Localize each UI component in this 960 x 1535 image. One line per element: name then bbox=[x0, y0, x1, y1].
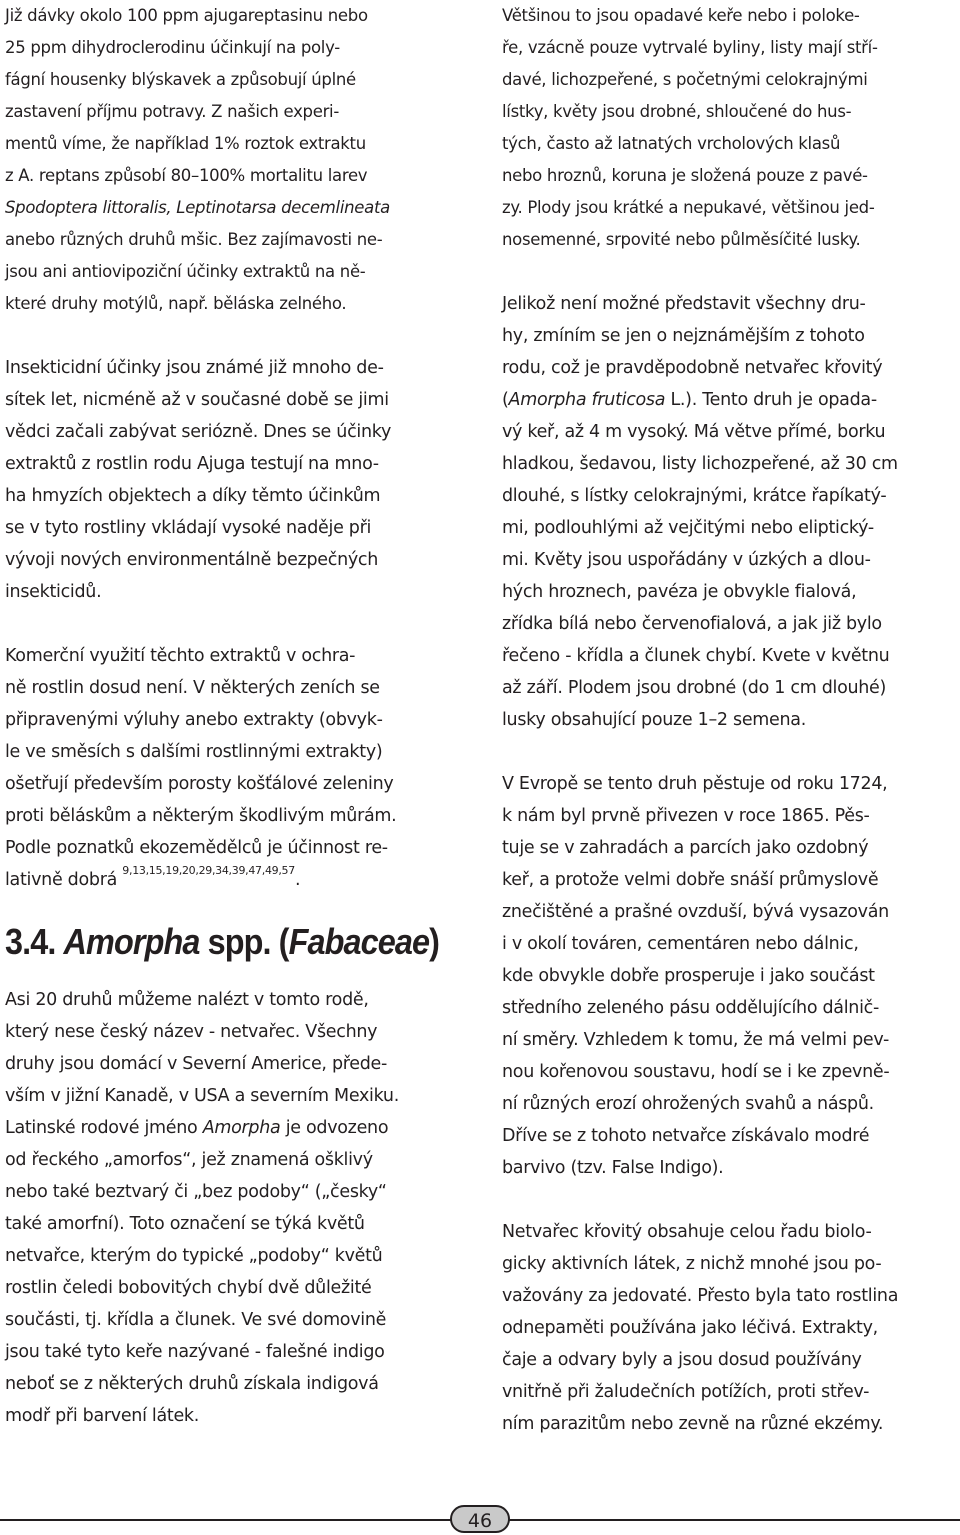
text-line: modř při barvení látek. bbox=[5, 1406, 200, 1426]
text-line: připravenými výluhy anebo extrakty (obvyk- bbox=[5, 710, 383, 730]
page-footer bbox=[0, 1502, 960, 1534]
text-line-with-species bbox=[502, 384, 954, 416]
text-line: lístky, květy jsou drobné, shloučené do hus- bbox=[502, 102, 852, 121]
text-line: le ve směsích s dalšími rostlinnými extrakty) bbox=[5, 742, 383, 762]
text-line: odnepaměti používána jako léčivá. Extrakty, bbox=[502, 1318, 878, 1338]
text-line: sítek let, nicméně až v současné době se jimi bbox=[5, 390, 389, 410]
right-column bbox=[502, 0, 954, 1440]
text-line: Podle poznatků ekozemědělců je účinnost re- bbox=[5, 838, 388, 858]
text-line: k nám byl prvně přivezen v roce 1865. Pěs- bbox=[502, 806, 870, 826]
left-paragraph-3 bbox=[5, 640, 458, 896]
text-line-with-references bbox=[5, 864, 458, 896]
text-line: vnitřně při žaludečních potížích, proti střev- bbox=[502, 1382, 870, 1402]
text-line: anebo různých druhů mšic. Bez zajímavosti ne- bbox=[5, 230, 383, 249]
text-line: Insekticidní účinky jsou známé již mnoho de- bbox=[5, 358, 384, 378]
left-paragraph-4 bbox=[5, 984, 458, 1432]
text-line: ně rostlin dosud není. V některých zeních se bbox=[5, 678, 380, 698]
text-line: davé, lichozpeřené, s početnými celokrajnými bbox=[502, 70, 868, 89]
text-line: hy, zmíním se jen o nejznámějším z tohoto bbox=[502, 326, 865, 346]
text-fragment: . bbox=[294, 870, 301, 890]
text-line: ní směry. Vzhledem k tomu, že má velmi pev- bbox=[502, 1030, 890, 1050]
text-line: součásti, tj. křídla a člunek. Ve své domovině bbox=[5, 1310, 387, 1330]
text-line: proti běláskům a některým škodlivým můrám. bbox=[5, 806, 397, 826]
text-line: znečištěné a prašné ovzduší, bývá vysazován bbox=[502, 902, 889, 922]
text-line: nosemenné, srpovité nebo půlměsíčité lusky. bbox=[502, 230, 861, 249]
text-line: tých, často až latnatých vrcholových klasů bbox=[502, 134, 841, 153]
text-line: hladkou, šedavou, listy lichozpeřené, až 30 cm bbox=[502, 454, 898, 474]
heading-spp: spp. ( bbox=[199, 921, 289, 962]
heading-family: Fabaceae bbox=[288, 921, 430, 962]
text-line: Komerční využití těchto extraktů v ochra- bbox=[5, 646, 356, 666]
text-line: lusky obsahující pouze 1–2 semena. bbox=[502, 710, 806, 730]
left-paragraph-2 bbox=[5, 352, 458, 608]
reference-superscript: 9,13,15,19,20,29,34,39,47,49,57 bbox=[122, 864, 295, 877]
text-line: extraktů z rostlin rodu Ajuga testují na mno- bbox=[5, 454, 379, 474]
section-heading bbox=[5, 918, 439, 966]
text-line: jsou ani antiovipoziční účinky extraktů na ně- bbox=[5, 262, 366, 281]
text-line: z A. reptans způsobí 80–100% mortalitu larev bbox=[5, 166, 368, 185]
latin-genus: Amorpha bbox=[202, 1118, 281, 1138]
text-line: Již dávky okolo 100 ppm ajugareptasinu nebo bbox=[5, 6, 368, 25]
text-line: kde obvykle dobře prosperuje i jako součást bbox=[502, 966, 875, 986]
text-line: nou kořenovou soustavu, hodí se i ke zpevně- bbox=[502, 1062, 890, 1082]
text-line: gicky aktivních látek, z nichž mnohé jsou po- bbox=[502, 1254, 882, 1274]
text-line: keř, a protože velmi dobře snáší průmyslově bbox=[502, 870, 879, 890]
text-line: druhy jsou domácí v Severní Americe, přede- bbox=[5, 1054, 388, 1074]
text-line: nebo hroznů, koruna je složená pouze z pavé- bbox=[502, 166, 868, 185]
text-line: až září. Plodem jsou drobné (do 1 cm dlouhé) bbox=[502, 678, 887, 698]
text-line: ním parazitům nebo zevně na různé ekzémy. bbox=[502, 1414, 884, 1434]
text-line: ha hmyzích objektech a díky těmto účinkům bbox=[5, 486, 381, 506]
text-line: hých hroznech, pavéza je obvykle fialová, bbox=[502, 582, 857, 602]
text-line-with-latin bbox=[5, 1112, 458, 1144]
text-line: vším v jižní Kanadě, v USA a severním Mexiku. bbox=[5, 1086, 399, 1106]
text-line: neboť se z některých druhů získala indigová bbox=[5, 1374, 379, 1394]
heading-number: 3.4. bbox=[5, 921, 64, 962]
text-line: vý keř, až 4 m vysoký. Má větve přímé, borku bbox=[502, 422, 886, 442]
text-line: zřídka bílá nebo červenofialová, a jak již bylo bbox=[502, 614, 882, 634]
text-line: važovány za jedovaté. Přesto byla tato rostlina bbox=[502, 1286, 899, 1306]
text-line: Asi 20 druhů můžeme nalézt v tomto rodě, bbox=[5, 990, 369, 1010]
text-line: rodu, což je pravděpodobně netvařec křovitý bbox=[502, 358, 883, 378]
text-line: zy. Plody jsou krátké a nepukavé, většinou jed- bbox=[502, 198, 875, 217]
text-line: Většinou to jsou opadavé keře nebo i poloke- bbox=[502, 6, 860, 25]
text-line: vývoji nových environmentálně bezpečných bbox=[5, 550, 379, 570]
text-line: V Evropě se tento druh pěstuje od roku 1724, bbox=[502, 774, 888, 794]
right-paragraph-3 bbox=[502, 768, 954, 1184]
right-paragraph-4 bbox=[502, 1216, 954, 1440]
text-line: také amorfní). Toto označení se týká květů bbox=[5, 1214, 365, 1234]
text-line: netvařce, kterým do typické „podoby“ květů bbox=[5, 1246, 383, 1266]
text-line: barvivo (tzv. False Indigo). bbox=[502, 1158, 724, 1178]
page-number: 46 bbox=[450, 1505, 510, 1533]
text-line: Netvařec křovitý obsahuje celou řadu biolo- bbox=[502, 1222, 872, 1242]
text-line: vědci začali zabývat seriózně. Dnes se účinky bbox=[5, 422, 392, 442]
text-line: mi. Květy jsou uspořádány v úzkých a dlou- bbox=[502, 550, 871, 570]
left-paragraph-1 bbox=[5, 0, 458, 320]
species-names-line: Spodoptera littoralis, Leptinotarsa decemlineata bbox=[5, 198, 390, 217]
text-line: řečeno - křídla a člunek chybí. Kvete v květnu bbox=[502, 646, 890, 666]
text-line: mi, podlouhlými až vejčitými nebo eliptický- bbox=[502, 518, 874, 538]
text-line: mentů víme, že například 1% roztok extraktu bbox=[5, 134, 366, 153]
text-line: rostlin čeledi bobovitých chybí dvě důležité bbox=[5, 1278, 372, 1298]
text-line: které druhy motýlů, např. běláska zelného. bbox=[5, 294, 347, 313]
heading-close: ) bbox=[429, 921, 439, 962]
text-fragment: ( bbox=[502, 390, 509, 410]
text-line: fágní housenky blýskavek a způsobují úplné bbox=[5, 70, 356, 89]
right-paragraph-2 bbox=[502, 288, 954, 736]
text-line: ře, vzácně pouze vytrvalé byliny, listy mají stří- bbox=[502, 38, 878, 57]
text-line: středního zeleného pásu oddělujícího dálnič- bbox=[502, 998, 879, 1018]
text-line: se v tyto rostliny vkládají vysoké naděje při bbox=[5, 518, 372, 538]
heading-genus: Amorpha bbox=[63, 921, 200, 962]
text-fragment: L.). Tento druh je opada- bbox=[665, 390, 877, 410]
species-name: Amorpha fruticosa bbox=[508, 390, 666, 410]
text-line: 25 ppm dihydroclerodinu účinkují na poly- bbox=[5, 38, 340, 57]
text-line: tuje se v zahradách a parcích jako ozdobný bbox=[502, 838, 869, 858]
text-fragment: lativně dobrá bbox=[5, 870, 123, 890]
text-fragment: je odvozeno bbox=[280, 1118, 389, 1138]
text-fragment: Latinské rodové jméno bbox=[5, 1118, 203, 1138]
text-line: ošetřují především porosty košťálové zeleniny bbox=[5, 774, 394, 794]
text-line: Dříve se z tohoto netvařce získávalo modré bbox=[502, 1126, 870, 1146]
text-line: zastavení příjmu potravy. Z našich experi- bbox=[5, 102, 339, 121]
text-line: který nese český název - netvařec. Všechny bbox=[5, 1022, 378, 1042]
text-line: insekticidů. bbox=[5, 582, 102, 602]
text-line: jsou také tyto keře nazývané - falešné indigo bbox=[5, 1342, 385, 1362]
text-line: ní různých erozí ohrožených svahů a náspů. bbox=[502, 1094, 874, 1114]
text-line: dlouhé, s lístky celokrajnými, krátce řapíkatý- bbox=[502, 486, 887, 506]
text-line: nebo také beztvarý či „bez podoby“ („česky“ bbox=[5, 1182, 387, 1202]
text-line: od řeckého „amorfos“, jež znamená ošklivý bbox=[5, 1150, 373, 1170]
right-paragraph-1 bbox=[502, 0, 954, 256]
text-line: i v okolí továren, cementáren nebo dálnic, bbox=[502, 934, 859, 954]
text-line: Jelikož není možné představit všechny dru- bbox=[502, 294, 866, 314]
text-line: čaje a odvary byly a jsou dosud používány bbox=[502, 1350, 862, 1370]
left-column bbox=[5, 0, 458, 1432]
